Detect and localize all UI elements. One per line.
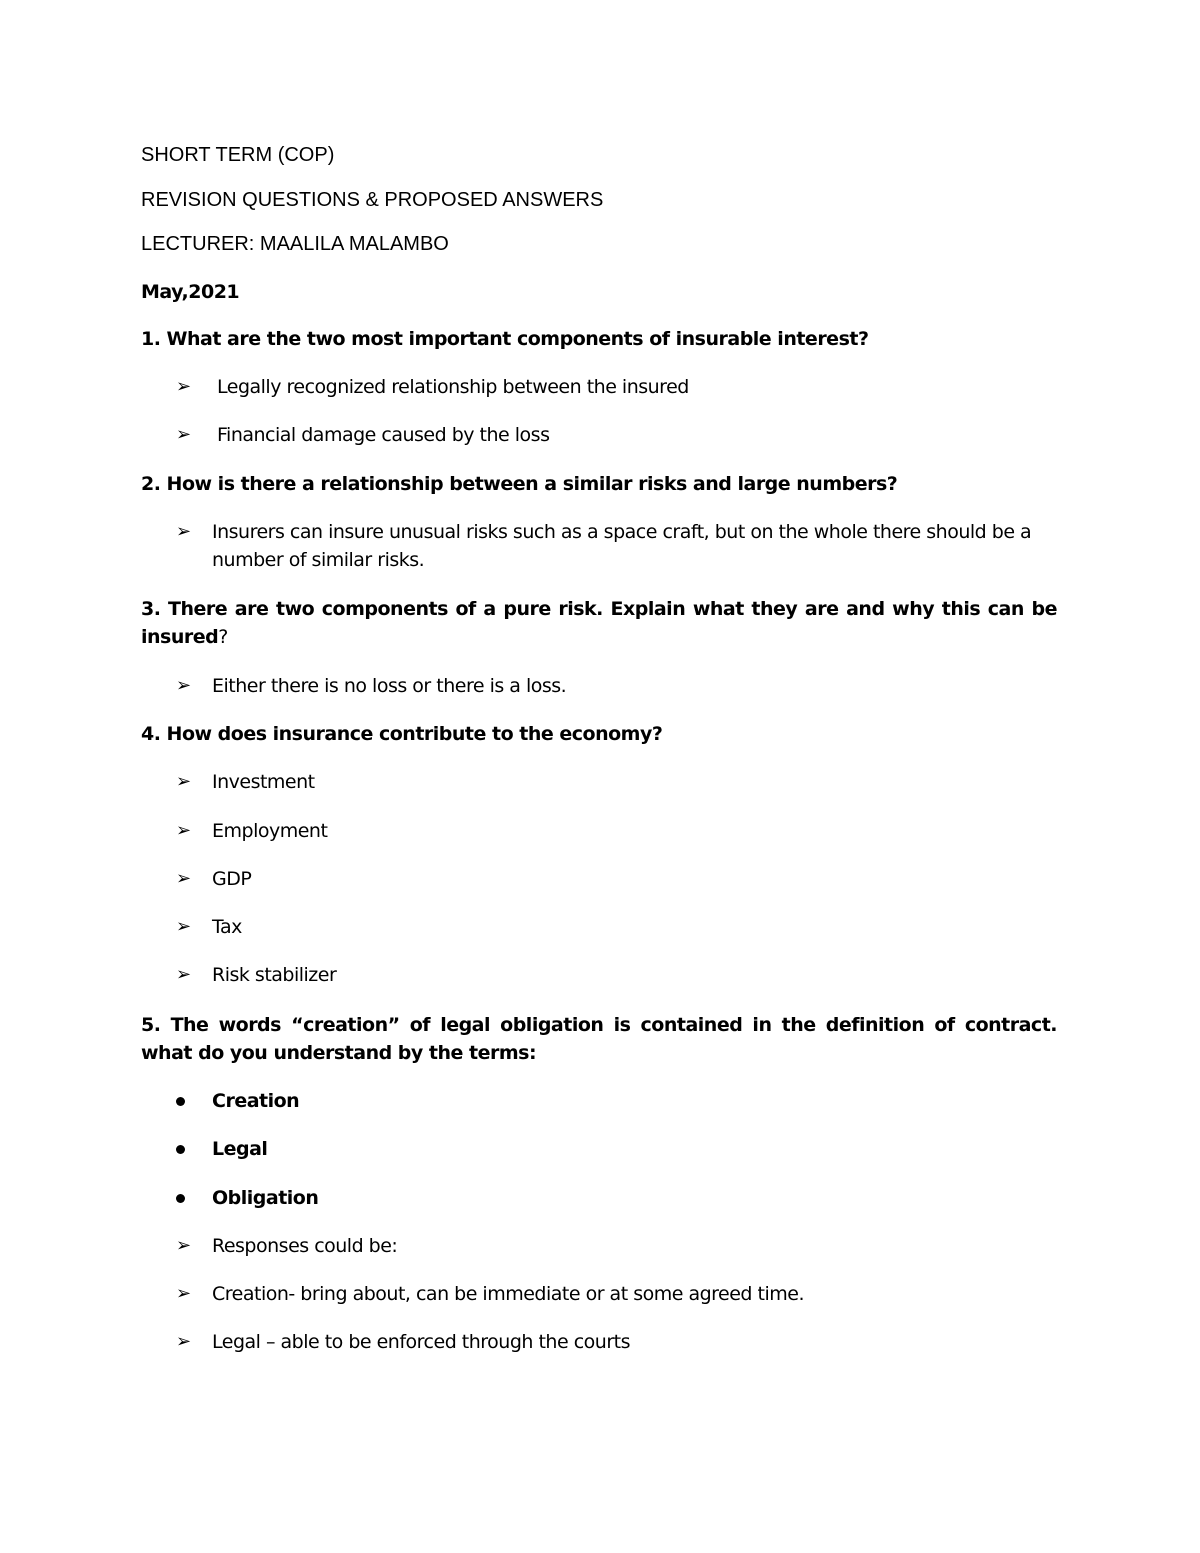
question-2: 2. How is there a relationship between a similar risks and large numbers? — [141, 473, 898, 495]
arrowhead-bullet-icon: ➢ — [176, 1235, 191, 1256]
arrowhead-bullet-icon: ➢ — [176, 376, 191, 397]
answer-text: Insurers can insure unusual risks such as a space craft, but on the whole there should be a number of similar risks. — [212, 521, 1032, 571]
term-text: Obligation — [212, 1187, 319, 1209]
question-1: 1. What are the two most important components of insurable interest? — [141, 328, 869, 350]
arrowhead-bullet-icon: ➢ — [176, 771, 191, 792]
term-item — [176, 1184, 1057, 1212]
arrowhead-bullet-icon: ➢ — [176, 1331, 191, 1352]
answer-item — [176, 817, 1057, 845]
term-text: Legal — [212, 1138, 268, 1160]
answer-item — [176, 865, 1057, 893]
term-item — [176, 1087, 1057, 1115]
document-date: May,2021 — [141, 281, 240, 303]
question-3 — [141, 595, 1057, 651]
arrowhead-bullet-icon: ➢ — [176, 964, 191, 985]
arrowhead-bullet-icon: ➢ — [176, 868, 191, 889]
answer-text: Either there is no loss or there is a loss. — [212, 675, 567, 697]
document-subtitle: REVISION QUESTIONS & PROPOSED ANSWERS — [141, 189, 604, 211]
arrowhead-bullet-icon: ➢ — [176, 1283, 191, 1304]
answer-item — [176, 421, 1057, 449]
answer-item — [176, 768, 1057, 796]
answer-text: Legally recognized relationship between the insured — [217, 376, 689, 398]
lecturer-line: LECTURER: MAALILA MALAMBO — [141, 233, 449, 255]
answer-text: Investment — [212, 771, 315, 793]
answer-text: Creation- bring about, can be immediate or at some agreed time. — [212, 1283, 804, 1305]
question-3-end: ? — [218, 626, 228, 648]
answer-text: GDP — [212, 868, 252, 890]
arrowhead-bullet-icon: ➢ — [176, 820, 191, 841]
answer-item — [176, 913, 1057, 941]
round-bullet-icon — [176, 1194, 185, 1203]
answer-text: Financial damage caused by the loss — [217, 424, 550, 446]
answer-item — [176, 1280, 1057, 1308]
answer-text: Risk stabilizer — [212, 964, 337, 986]
answer-text: Employment — [212, 820, 328, 842]
answer-item — [176, 518, 1057, 574]
answer-item — [176, 1328, 1057, 1356]
term-item — [176, 1135, 1057, 1163]
answer-item — [176, 961, 1057, 989]
arrowhead-bullet-icon: ➢ — [176, 916, 191, 937]
answer-item — [176, 672, 1057, 700]
answer-text: Legal – able to be enforced through the courts — [212, 1331, 630, 1353]
question-3-text: 3. There are two components of a pure risk. Explain what they are and why this can be insured — [141, 598, 1057, 648]
answer-text: Responses could be: — [212, 1235, 398, 1257]
answer-text: Tax — [212, 916, 242, 938]
answer-item — [176, 1232, 1057, 1260]
arrowhead-bullet-icon: ➢ — [176, 521, 191, 542]
arrowhead-bullet-icon: ➢ — [176, 675, 191, 696]
course-title: SHORT TERM (COP) — [141, 144, 335, 166]
term-text: Creation — [212, 1090, 300, 1112]
answer-item — [176, 373, 1057, 401]
question-4: 4. How does insurance contribute to the economy? — [141, 723, 663, 745]
round-bullet-icon — [176, 1145, 185, 1154]
question-5: 5. The words “creation” of legal obligation is contained in the definition of contract. what do you understand by the terms: — [141, 1014, 1057, 1064]
round-bullet-icon — [176, 1097, 185, 1106]
arrowhead-bullet-icon: ➢ — [176, 424, 191, 445]
